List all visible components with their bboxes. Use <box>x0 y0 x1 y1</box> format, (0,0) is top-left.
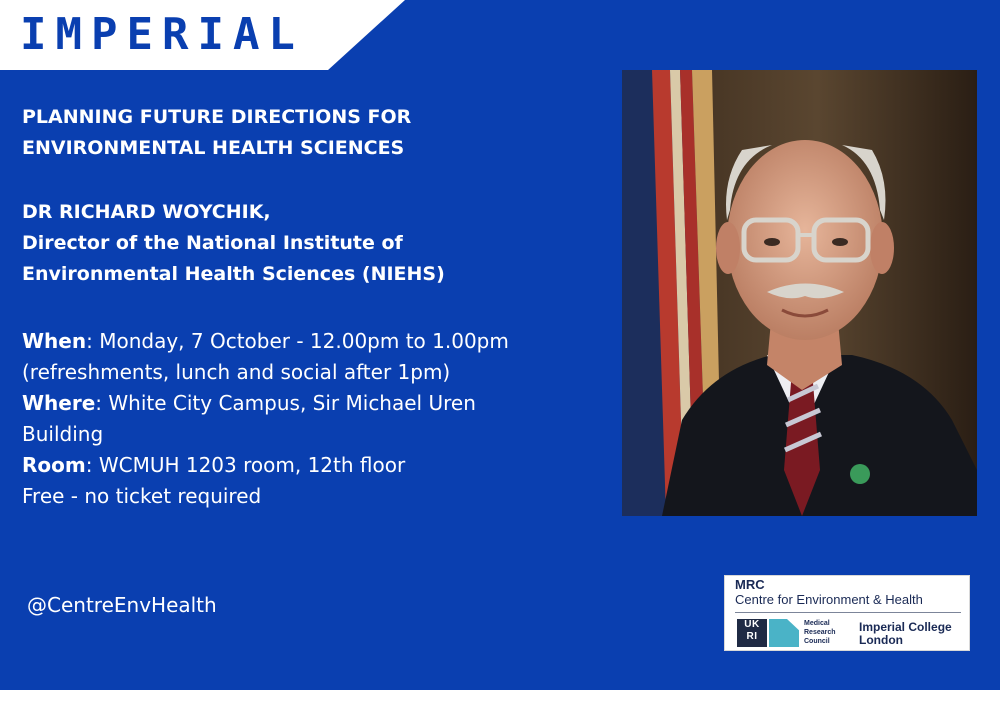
where-value-continued: Building <box>22 422 104 446</box>
divider <box>735 612 961 613</box>
where-label: Where <box>22 391 96 415</box>
when-row <box>22 326 509 357</box>
ukri-line-2: RI <box>746 631 758 642</box>
centre-name: Centre for Environment & Health <box>735 592 923 607</box>
imperial-logo: IMPERIAL <box>20 9 304 60</box>
speaker-portrait-illustration <box>622 70 977 516</box>
when-label: When <box>22 329 87 353</box>
council-line-1: Medical <box>804 620 830 627</box>
room-value: : WCMUH 1203 room, 12th floor <box>85 453 406 477</box>
where-row <box>22 388 509 419</box>
mrc-council-text <box>804 619 836 646</box>
event-title-line-1: PLANNING FUTURE DIRECTIONS FOR <box>22 106 412 128</box>
mrc-label: MRC <box>735 577 765 592</box>
college-line-2: London <box>859 633 903 647</box>
ukri-line-1: UK <box>744 619 760 630</box>
event-details <box>22 326 509 512</box>
imperial-college-logo <box>859 621 952 647</box>
speaker-role-line-1: Director of the National Institute of <box>22 232 403 254</box>
social-handle: @CentreEnvHealth <box>27 593 217 617</box>
council-line-2: Research <box>804 629 836 636</box>
where-value: : White City Campus, Sir Michael Uren <box>95 391 476 415</box>
ticket-info: Free - no ticket required <box>22 484 262 508</box>
when-value: : Monday, 7 October - 12.00pm to 1.00pm <box>86 329 509 353</box>
when-note: (refreshments, lunch and social after 1pm) <box>22 360 451 384</box>
event-title-line-2: ENVIRONMENTAL HEALTH SCIENCES <box>22 137 405 159</box>
room-row <box>22 450 509 481</box>
event-title <box>22 102 411 164</box>
ukri-logo <box>737 619 767 647</box>
speaker-name: DR RICHARD WOYCHIK, <box>22 201 271 223</box>
speaker-role-line-2: Environmental Health Sciences (NIEHS) <box>22 263 445 285</box>
speaker-info <box>22 197 445 290</box>
college-line-1: Imperial College <box>859 620 952 634</box>
council-line-3: Council <box>804 638 830 645</box>
room-label: Room <box>22 453 86 477</box>
speaker-photo <box>622 70 977 516</box>
partner-logo-box <box>724 575 970 651</box>
mrc-logo-icon <box>769 619 799 647</box>
